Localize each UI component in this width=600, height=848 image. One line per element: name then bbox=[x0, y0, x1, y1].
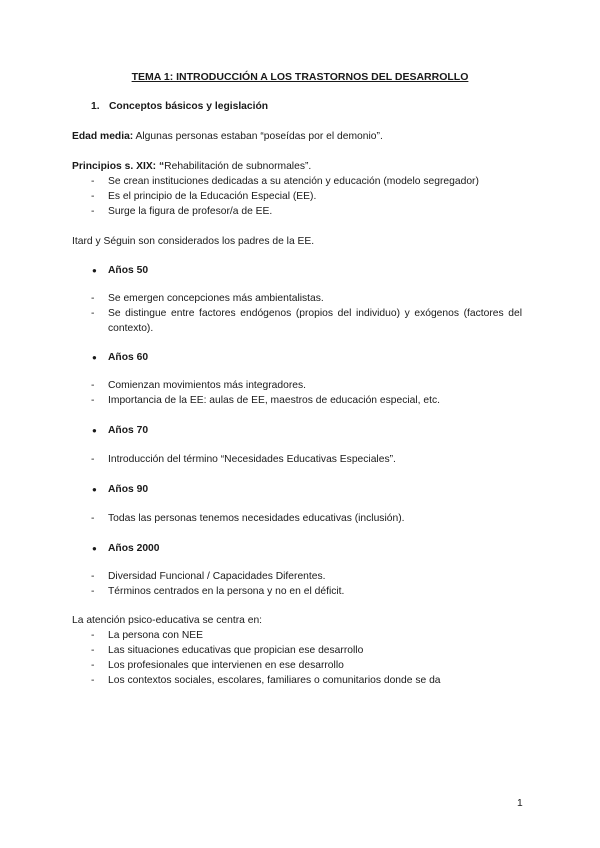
list-item-text: Es el principio de la Educación Especial (EE). bbox=[108, 191, 317, 202]
list-item-text: Se distingue entre factores endógenos (propios del individuo) y exógenos (factores del contexto). bbox=[108, 308, 522, 334]
dash: - bbox=[91, 293, 95, 304]
dash: - bbox=[91, 660, 95, 671]
edad-media-line bbox=[72, 130, 383, 144]
atencion-intro: La atención psico-educativa se centra en: bbox=[72, 615, 263, 626]
bullet-icon: ● bbox=[92, 426, 97, 435]
list-item-text: Los contextos sociales, escolares, familiares o comunitarios donde se da bbox=[108, 675, 441, 686]
dash: - bbox=[91, 206, 95, 217]
list-item-text: Se crean instituciones dedicadas a su atención y educación (modelo segregador) bbox=[108, 176, 479, 187]
document-title: TEMA 1: INTRODUCCIÓN A LOS TRASTORNOS DEL DESARROLLO bbox=[131, 71, 469, 83]
decade-label: Años 50 bbox=[108, 265, 149, 276]
decade-label: Años 60 bbox=[108, 352, 149, 363]
dash: - bbox=[91, 395, 95, 406]
dash: - bbox=[91, 630, 95, 641]
dash: - bbox=[91, 571, 95, 582]
bullet-icon: ● bbox=[92, 544, 97, 553]
principios-quote: “ bbox=[159, 161, 165, 172]
decade-label: Años 2000 bbox=[108, 543, 160, 554]
edad-media-text: Algunas personas estaban “poseídas por el demonio”. bbox=[135, 131, 383, 142]
list-item-text: Términos centrados en la persona y no en el déficit. bbox=[108, 586, 345, 597]
bullet-icon: ● bbox=[92, 485, 97, 494]
list-item-text: Surge la figura de profesor/a de EE. bbox=[108, 206, 273, 217]
dash: - bbox=[91, 513, 95, 524]
edad-media-label: Edad media: bbox=[72, 131, 134, 142]
list-item-text: Importancia de la EE: aulas de EE, maestros de educación especial, etc. bbox=[108, 395, 440, 406]
dash: - bbox=[91, 675, 95, 686]
list-item-text: Los profesionales que intervienen en ese desarrollo bbox=[108, 660, 344, 671]
dash: - bbox=[91, 176, 95, 187]
bullet-icon: ● bbox=[92, 266, 97, 275]
section-number: 1. bbox=[91, 101, 100, 112]
decade-label: Años 90 bbox=[108, 484, 149, 495]
dash: - bbox=[91, 191, 95, 202]
itard-paragraph: Itard y Séguin son considerados los padres de la EE. bbox=[72, 236, 315, 247]
list-item-text: Las situaciones educativas que propician ese desarrollo bbox=[108, 645, 364, 656]
list-item-text: Se emergen concepciones más ambientalistas. bbox=[108, 293, 324, 304]
section-heading: Conceptos básicos y legislación bbox=[109, 101, 269, 112]
dash: - bbox=[91, 586, 95, 597]
list-item bbox=[0, 307, 600, 337]
bullet-icon: ● bbox=[92, 353, 97, 362]
dash: - bbox=[91, 645, 95, 656]
dash: - bbox=[91, 454, 95, 465]
list-item-text: Comienzan movimientos más integradores. bbox=[108, 380, 307, 391]
dash: - bbox=[91, 380, 95, 391]
page-number: 1 bbox=[517, 798, 523, 809]
principios-text: Rehabilitación de subnormales”. bbox=[164, 161, 312, 172]
decade-label: Años 70 bbox=[108, 425, 149, 436]
list-item-text: Introducción del término “Necesidades Educativas Especiales”. bbox=[108, 454, 396, 465]
list-item-text: Diversidad Funcional / Capacidades Diferentes. bbox=[108, 571, 326, 582]
principios-label: Principios s. XIX: bbox=[72, 161, 157, 172]
list-item-text: Todas las personas tenemos necesidades educativas (inclusión). bbox=[108, 513, 405, 524]
principios-line bbox=[72, 160, 311, 174]
dash: - bbox=[91, 308, 95, 319]
list-item-text: La persona con NEE bbox=[108, 630, 204, 641]
